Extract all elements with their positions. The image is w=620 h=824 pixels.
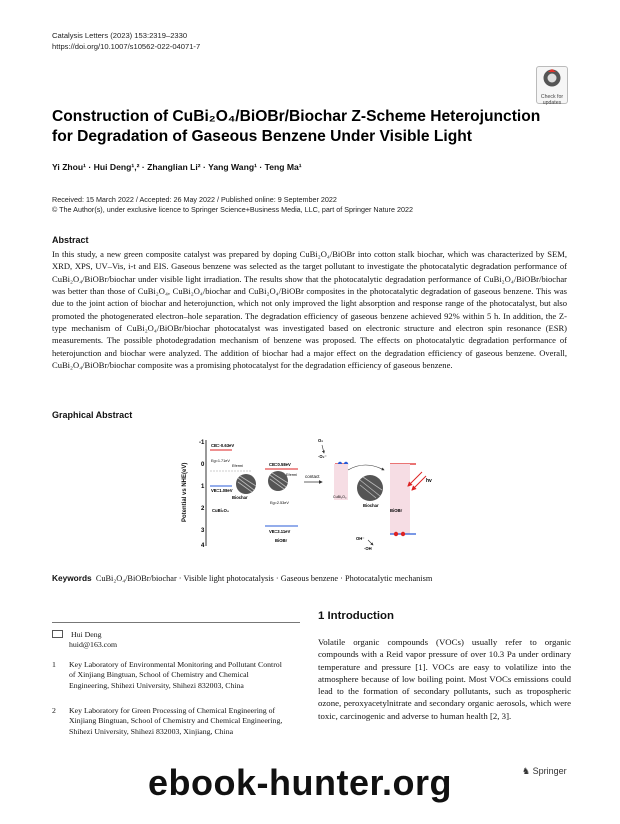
- y-tick: 4: [201, 543, 205, 549]
- publisher-mark: [522, 766, 567, 777]
- affiliation-text: Key Laboratory of Environmental Monitoring and Pollutant Control of Xinjiang Bingtuan, School of Chemistry and Chemical Engineering, Shihezi University, Shihezi 832003, China: [69, 660, 282, 690]
- doi-link[interactable]: https://doi.org/10.1007/s10562-022-04071-7: [52, 42, 201, 51]
- right-vb-label: VB=3.11eV: [269, 529, 291, 534]
- article-title-line-1: Construction of CuBi₂O₄/BiOBr/Biochar Z-Scheme Heterojunction: [52, 108, 541, 125]
- schematic-biochar-label: Biochar: [363, 503, 379, 508]
- left-vb-label: VB=1.08eV: [211, 488, 233, 493]
- o2-label: O₂: [318, 438, 324, 443]
- publisher-name: Springer: [532, 766, 567, 776]
- left-material-label: CuBi₂O₄: [212, 508, 229, 513]
- springer-horse-icon: ♞: [522, 766, 531, 776]
- keywords-label: Keywords: [52, 573, 92, 583]
- abstract-heading: Abstract: [52, 235, 89, 245]
- keywords-list: CuBi₂O₄/BiOBr/biochar · Visible light photocatalysis · Gaseous benzene · Photocatalytic mechanism: [95, 574, 433, 583]
- right-efermi-label: Efermi: [286, 473, 297, 477]
- schematic-cubi2o4-label: CuBi₂O₄: [333, 495, 347, 499]
- contact-label: contact: [305, 474, 320, 479]
- publication-dates: Received: 15 March 2022 / Accepted: 26 May 2022 / Published online: 9 September 2022: [52, 195, 337, 204]
- y-axis-label: Potential vs NHE(eV): [182, 462, 188, 522]
- left-eg-label: Eg=1.71eV: [211, 459, 230, 463]
- left-efermi-label: Efermi: [232, 464, 243, 468]
- watermark: ebook-hunter.org: [148, 762, 452, 803]
- affiliation-number: 1: [52, 660, 56, 669]
- y-tick: 1: [201, 484, 205, 490]
- y-tick: 2: [201, 506, 205, 512]
- left-cb-label: CB=-0.63eV: [211, 443, 235, 448]
- left-biochar-label: Biochar: [232, 495, 248, 500]
- y-tick: 0: [201, 462, 205, 468]
- schematic-biobr-label: BiOBr: [390, 508, 403, 513]
- affiliation-number: 2: [52, 706, 56, 715]
- o2-radical-label: ·O₂⁻: [318, 454, 327, 459]
- corresponding-author-email[interactable]: huid@163.com: [69, 640, 118, 649]
- corresponding-author-name: Hui Deng: [71, 630, 102, 639]
- oh-label: OH⁻: [356, 536, 365, 541]
- keywords-line: [52, 573, 432, 583]
- journal-line: Catalysis Letters (2023) 153:2319–2330: [52, 31, 188, 40]
- y-tick: 3: [201, 528, 205, 534]
- graphical-abstract-figure: [170, 434, 450, 559]
- right-cb-label: CB=0.58eV: [269, 462, 291, 467]
- copyright-notice: © The Author(s), under exclusive licence to Springer Science+Business Media, LLC, part of Springer Nature 2022: [52, 205, 413, 214]
- affiliation-text: Key Laboratory for Green Processing of Chemical Engineering of Xinjiang Bingtuan, School of Chemistry and Chemical Engineering, Shihezi University, Shihezi 832003, Xinjiang, China: [69, 706, 283, 736]
- envelope-icon: [52, 630, 63, 638]
- graphical-abstract-heading: Graphical Abstract: [52, 410, 133, 420]
- check-for-updates-icon: [537, 67, 567, 89]
- check-for-updates-label: Check for updates: [540, 94, 564, 106]
- footnote-rule: [52, 622, 300, 623]
- check-for-updates-badge[interactable]: [536, 66, 568, 104]
- oh-radical-label: ·OH: [364, 546, 372, 551]
- y-tick: -1: [199, 440, 205, 446]
- right-eg-label: Eg=2.53eV: [270, 501, 289, 505]
- right-material-label: BiOBr: [275, 538, 288, 543]
- hv-label: hv: [426, 478, 432, 484]
- author-list: Yi Zhou¹ · Hui Deng¹,² · Zhanglian Li² · Yang Wang¹ · Teng Ma¹: [52, 162, 302, 172]
- article-title-line-2: for Degradation of Gaseous Benzene Under Visible Light: [52, 128, 472, 145]
- abstract-text: In this study, a new green composite catalyst was prepared by doping CuBi₂O₄/BiOBr into cotton stalk biochar, which was characterized by SEM, XRD, XPS, UV–Vis, i-t and EIS. Gaseous benzene was selected as the target pollutant to investigate the photocatalytic degradation performance of CuBi₂O₄/BiOBr/biochar under visible light irradiation. The results show that the photocatalytic degradation performance of CuBi₂O₄/BiOBr/biochar was better than those of CuBi₂O₄, CuBi₂O₄/biochar and CuBi₂O₄/BiOBr composites in the photocatalytic degradation of gaseous benzene. This was due to the joint action of biochar and heterojunction, which not only improved the light absorption and response range of the photocatalyst, but also promoted the photogenerated electron–hole separation. The degradation efficiency of gaseous benzene achieved 92% within 5 h. In addition, the Z-type mechanism of CuBi₂O₄/BiOBr/biochar photocatalyst was investigated based on electronic structure and electron spin resonance (ESR) measurements. The possible photodegradation mechanism of benzene was proposed. The effects on photocatalytic degradation performance of heterojunction and biochar were analyzed. The addition of biochar had a major effect on the degradation efficiency of gaseous benzene. Overall, CuBi₂O₄/BiOBr/biochar composite was a promising photocatalyst for the degradation efficiency of gaseous benzene.: [52, 249, 567, 371]
- correspondence-block: [52, 629, 102, 640]
- introduction-heading: 1 Introduction: [318, 610, 394, 622]
- introduction-text: Volatile organic compounds (VOCs) usually refer to organic compounds with a Reid vapor pressure of over 10.3 Pa under ordinary temperature and pressure [1]. VOCs are easy to volatilize into the atmosphere because of low boiling point. Most VOCs emissions could lead to the formation of secondary pollutants, such as tropospheric ozone, peroxyacetylnitrate and secondary organic aerosols, which were toxic, carcinogenic and adverse to human health [2, 3].: [318, 637, 571, 721]
